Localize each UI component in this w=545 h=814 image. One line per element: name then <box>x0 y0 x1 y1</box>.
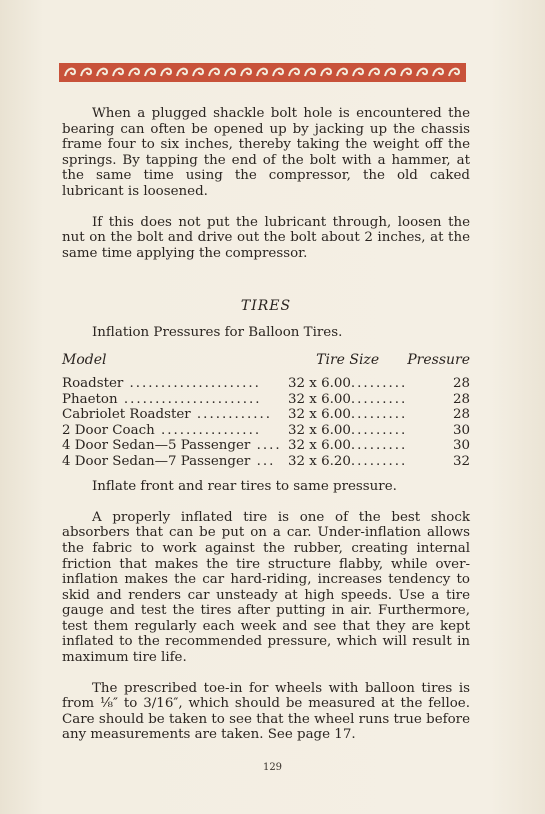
cell-pressure: 28 <box>452 391 470 407</box>
page-content <box>62 106 470 743</box>
cell-size: 32 x 6.00 <box>288 376 351 392</box>
table-header-row <box>62 353 470 377</box>
cell-model: Phaeton <box>62 391 118 407</box>
cell-model: Cabriolet Roadster <box>62 407 191 423</box>
table-row: 4 Door Sedan—5 Passenger .... 32 x 6.00......... 30 <box>62 438 470 454</box>
cell-size: 32 x 6.00 <box>288 438 351 454</box>
page-number: 129 <box>262 762 283 773</box>
cell-model: Roadster <box>62 376 124 392</box>
table-row: Cabriolet Roadster ............ 32 x 6.00......... 28 <box>62 407 470 423</box>
paragraph-toe-in: The prescribed toe-in for wheels with balloon tires is from ⅛″ to 3/16″, which should be measured at the felloe. Care should be taken to see that the wheel runs true before any measurements are taken. See page 17. <box>62 680 470 743</box>
cell-size: 32 x 6.00 <box>288 407 351 423</box>
table-row: 2 Door Coach ................ 32 x 6.00......... 30 <box>62 422 470 438</box>
cell-pressure: 32 <box>452 453 470 469</box>
section-title: TIRES <box>240 298 292 315</box>
cell-model: 2 Door Coach <box>62 422 155 438</box>
cell-pressure: 28 <box>452 407 470 423</box>
table-caption: Inflation Pressures for Balloon Tires. <box>92 324 343 340</box>
cell-size: 32 x 6.00 <box>288 422 351 438</box>
cell-size: 32 x 6.00 <box>288 391 351 407</box>
cell-pressure: 30 <box>452 422 470 438</box>
table-row: 4 Door Sedan—7 Passenger ... 32 x 6.20......... 32 <box>62 453 470 469</box>
tire-pressure-table <box>62 353 470 470</box>
header-model: Model <box>62 351 107 368</box>
paragraph-lubricant: If this does not put the lubricant through, loosen the nut on the bolt and drive out the bolt about 2 inches, at the same time applying the compressor. <box>62 214 470 261</box>
paragraph-inflate: Inflate front and rear tires to same pressure. <box>92 479 397 495</box>
cell-size: 32 x 6.20 <box>288 453 351 469</box>
cell-pressure: 30 <box>452 438 470 454</box>
header-tire-size: Tire Size <box>316 351 380 368</box>
header-pressure: Pressure <box>407 351 470 368</box>
cell-model: 4 Door Sedan—5 Passenger <box>62 438 251 454</box>
paragraph-proper-inflation: A properly inflated tire is one of the best shock absorbers that can be put on a car. Under-inflation allows the fabric to work against the rubber, creating internal friction that makes the tire structure flabby, while over-inflation makes the car hard-riding, increases tendency to skid and renders car unsteady at high speeds. Use a tire gauge and test the tires after putting in air. Furthermore, test them regularly each week and see that they are kept inflated to the recommended pressure, which will result in maximum tire life. <box>62 509 470 666</box>
paragraph-shackle-bolt: When a plugged shackle bolt hole is encountered the bearing can often be opened up by jacking up the chassis frame four to six inches, thereby taking the weight off the springs. By tapping the end of the bolt with a hammer, at the same time using the compressor, the old caked lubricant is loosened. <box>62 106 470 199</box>
cell-pressure: 28 <box>452 376 470 392</box>
table-row: Phaeton ...................... 32 x 6.00......... 28 <box>62 391 470 407</box>
table-row: Roadster ..................... 32 x 6.00......... 28 <box>62 376 470 392</box>
cell-model: 4 Door Sedan—7 Passenger <box>62 453 251 469</box>
decorative-wave-border <box>59 63 466 82</box>
